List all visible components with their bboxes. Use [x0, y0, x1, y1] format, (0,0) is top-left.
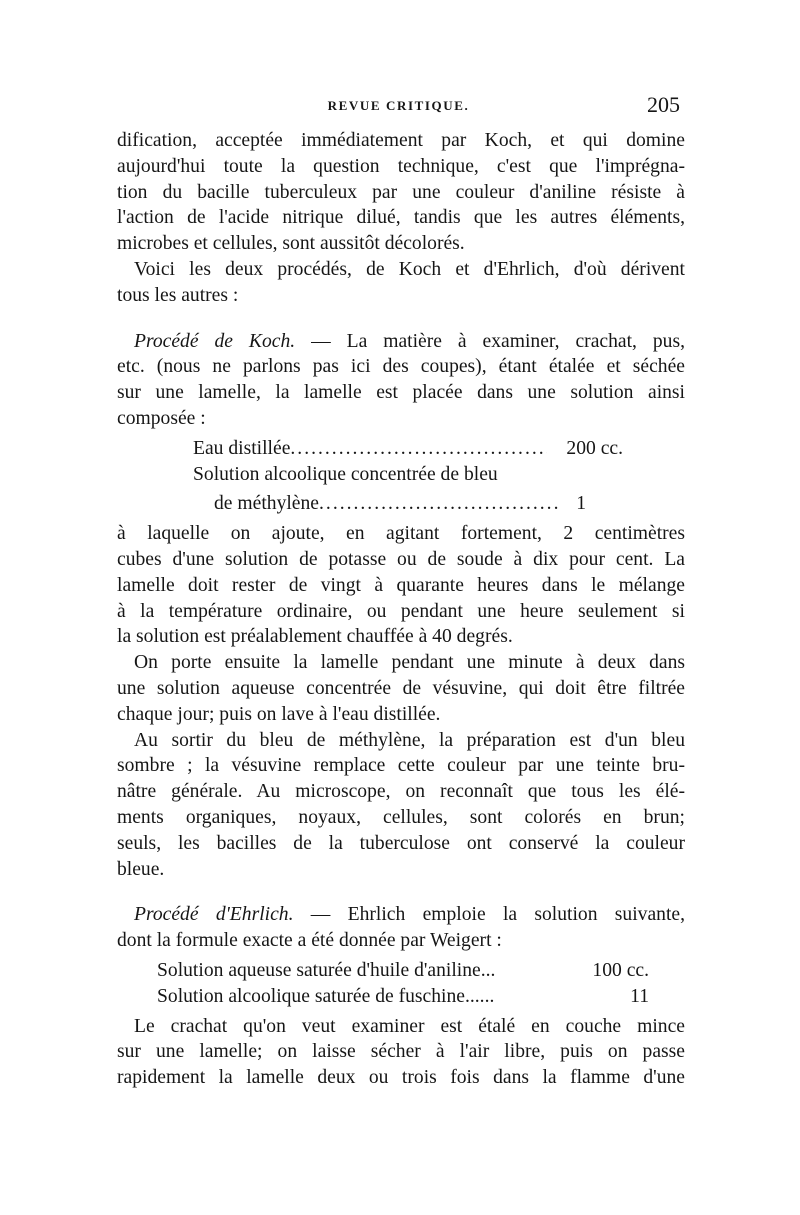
text-line: On porte ensuite la lamelle pendant une minute à deux dans	[134, 652, 685, 674]
text-line: sombre ; la vésuvine remplace cette couleur par une teinte bru-	[117, 755, 685, 777]
paragraph-intro-procedures	[117, 257, 685, 309]
dot-leader	[319, 491, 560, 517]
text-line	[117, 329, 685, 355]
page-body	[117, 128, 685, 1091]
text-line: microbes et cellules, sont aussitôt décolorés.	[117, 233, 465, 255]
recipe-item-label: Solution alcoolique concentrée de bleu	[193, 463, 498, 485]
koch-heading: Procédé de Koch.	[134, 330, 296, 352]
recipe-row	[157, 958, 649, 984]
text-line: sur une lamelle, la lamelle est placée dans une solution ainsi	[117, 382, 685, 404]
paragraph-continuation	[117, 128, 685, 257]
ehrlich-recipe	[117, 958, 685, 1010]
recipe-item-label: de méthylène	[214, 493, 320, 515]
section-ehrlich	[117, 902, 685, 1009]
paragraph-sputum	[117, 1014, 685, 1091]
recipe-row	[214, 491, 586, 517]
koch-recipe	[117, 436, 685, 517]
text-line: Le crachat qu'on veut examiner est étalé en couche mince	[134, 1015, 685, 1037]
section-koch	[117, 329, 685, 651]
recipe-item-quantity: 100 cc.	[592, 959, 649, 981]
text-line: lamelle doit rester de vingt à quarante heures dans le mélange	[117, 574, 685, 596]
text-line: bleue.	[117, 858, 165, 880]
recipe-item-quantity: 200 cc.	[566, 437, 623, 459]
text-line: chaque jour; puis on lave à l'eau distillée.	[117, 703, 441, 725]
text-line: ments organiques, noyaux, cellules, sont colorés en brun;	[117, 806, 685, 828]
recipe-row	[193, 436, 623, 462]
text-line: composée :	[117, 407, 206, 429]
text-line: cubes d'une solution de potasse ou de soude à dix pour cent. La	[117, 548, 685, 570]
dot-leader	[290, 436, 547, 462]
ehrlich-heading-rest: — Ehrlich emploie la solution suivante,	[293, 904, 685, 926]
text-line: l'action de l'acide nitrique dilué, tandis que les autres éléments,	[117, 207, 685, 229]
text-line: etc. (nous ne parlons pas ici des coupes), étant étalée et séchée	[117, 356, 685, 378]
text-line: aujourd'hui toute la question technique, c'est que l'imprégna-	[117, 155, 685, 177]
text-line: Au sortir du bleu de méthylène, la préparation est d'un bleu	[134, 729, 685, 751]
text-line: tous les autres :	[117, 284, 239, 306]
paragraph-microscope	[117, 728, 685, 883]
recipe-item-label: Solution alcoolique saturée de fuschine......	[157, 985, 495, 1007]
text-line: seuls, les bacilles de la tuberculose ont conservé la couleur	[117, 832, 685, 854]
text-line: dont la formule exacte a été donnée par Weigert :	[117, 930, 502, 952]
text-line: Voici les deux procédés, de Koch et d'Ehrlich, d'où dérivent	[134, 258, 685, 280]
text-line: la solution est préalablement chauffée à 40 degrés.	[117, 626, 513, 648]
text-line: nâtre générale. Au microscope, on reconnaît que tous les élé-	[117, 781, 685, 803]
ehrlich-heading: Procédé d'Ehrlich.	[134, 904, 294, 926]
text-line: rapidement la lamelle deux ou trois fois dans la flamme d'une	[117, 1067, 685, 1089]
paragraph-vesuvine	[117, 650, 685, 727]
text-line: une solution aqueuse concentrée de vésuvine, qui doit être filtrée	[117, 677, 685, 699]
text-line: à laquelle on ajoute, en agitant fortement, 2 centimètres	[117, 523, 685, 545]
recipe-item-quantity: 11	[630, 985, 649, 1007]
recipe-item-label: Eau distillée	[193, 437, 291, 459]
recipe-item-quantity: 1	[576, 493, 586, 515]
text-line: à la température ordinaire, ou pendant une heure seulement si	[117, 600, 685, 622]
recipe-item-label: Solution aqueuse saturée d'huile d'aniline...	[157, 959, 496, 981]
text-line: tion du bacille tuberculeux par une couleur d'aniline résiste à	[117, 181, 685, 203]
recipe-row	[157, 984, 649, 1010]
text-line: sur une lamelle; on laisse sécher à l'air libre, puis on passe	[117, 1041, 685, 1063]
page-number: 205	[647, 92, 680, 117]
text-line	[117, 902, 685, 928]
page-header	[117, 92, 680, 122]
running-title: REVUE CRITIQUE.	[327, 98, 470, 113]
koch-heading-rest: — La matière à examiner, crachat, pus,	[295, 330, 685, 352]
text-line: dification, acceptée immédiatement par Koch, et qui domine	[117, 130, 685, 151]
